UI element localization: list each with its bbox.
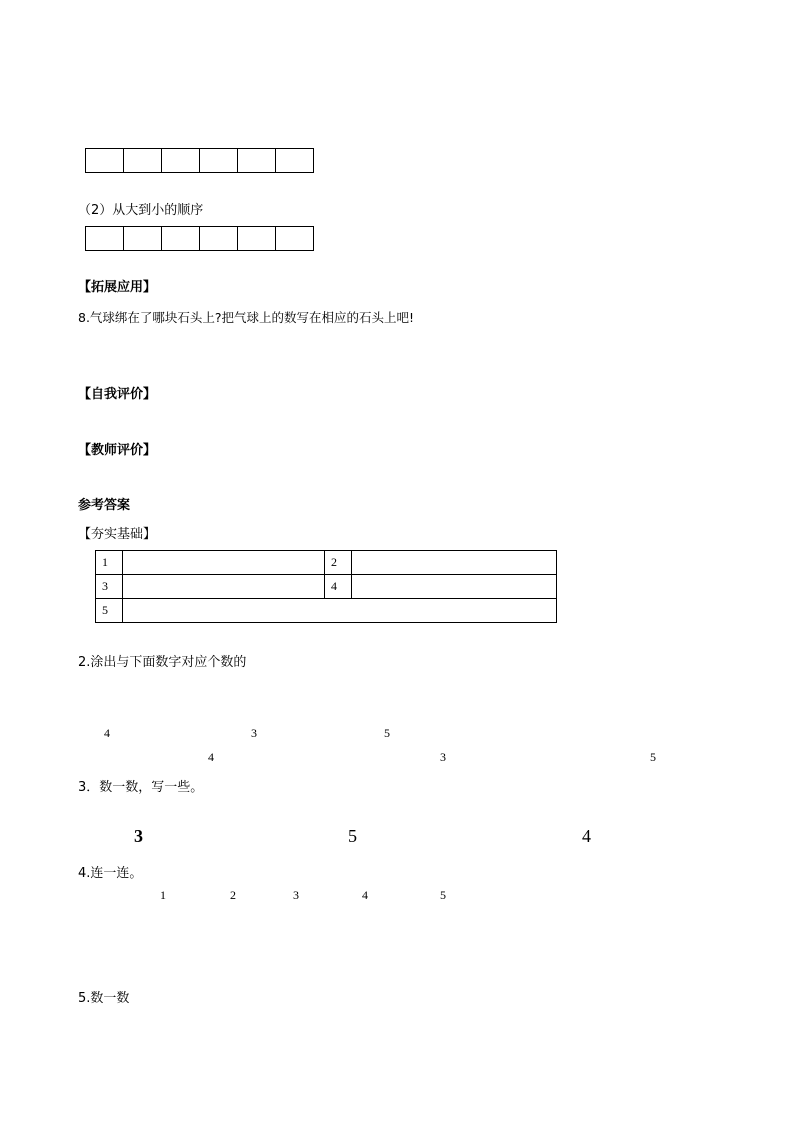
q2-number: 4 — [208, 750, 214, 764]
q2-number: 4 — [104, 726, 110, 740]
answer-boxes-row-1 — [85, 148, 314, 173]
table-cell[interactable] — [123, 575, 325, 599]
q4-number: 1 — [160, 888, 166, 902]
section-teacher-eval-heading: 【教师评价】 — [78, 443, 157, 458]
answer-box[interactable] — [162, 226, 200, 251]
q4-number: 2 — [230, 888, 236, 902]
section-self-eval-heading: 【自我评价】 — [78, 387, 157, 402]
table-row — [96, 551, 557, 575]
answer-table — [95, 550, 557, 623]
answers-heading: 参考答案 — [78, 498, 131, 513]
question-8: 8.气球绑在了哪块石头上?把气球上的数写在相应的石头上吧! — [78, 310, 415, 325]
q4-number: 5 — [440, 888, 446, 902]
q3-number: 4 — [582, 826, 591, 846]
answer-box[interactable] — [276, 148, 314, 173]
answer-box[interactable] — [162, 148, 200, 173]
q2-number: 5 — [384, 726, 390, 740]
question-5: 5.数一数 — [78, 991, 130, 1006]
table-cell[interactable] — [352, 575, 557, 599]
answer-box[interactable] — [86, 226, 124, 251]
table-cell: 5 — [96, 599, 123, 623]
answer-boxes-row-2 — [85, 226, 314, 251]
table-row — [96, 599, 557, 623]
answer-box[interactable] — [238, 148, 276, 173]
q3-number: 3 — [134, 826, 143, 846]
table-cell: 2 — [325, 551, 352, 575]
answer-box[interactable] — [124, 226, 162, 251]
table-cell: 1 — [96, 551, 123, 575]
q4-number: 3 — [293, 888, 299, 902]
answer-box[interactable] — [200, 148, 238, 173]
answer-box[interactable] — [276, 226, 314, 251]
q3-number: 5 — [348, 826, 357, 846]
q4-number: 4 — [362, 888, 368, 902]
answer-box[interactable] — [86, 148, 124, 173]
section-basics-heading: 【夯实基础】 — [78, 527, 157, 542]
order-large-to-small-label: （2）从大到小的顺序 — [78, 203, 204, 218]
answer-box[interactable] — [200, 226, 238, 251]
q2-number: 5 — [650, 750, 656, 764]
table-cell: 4 — [325, 575, 352, 599]
section-extend-heading: 【拓展应用】 — [78, 280, 157, 295]
table-row — [96, 575, 557, 599]
answer-box[interactable] — [238, 226, 276, 251]
table-cell[interactable] — [352, 551, 557, 575]
table-cell[interactable] — [123, 599, 557, 623]
question-2: 2.涂出与下面数字对应个数的 — [78, 655, 247, 670]
q2-number: 3 — [440, 750, 446, 764]
table-cell[interactable] — [123, 551, 325, 575]
answer-box[interactable] — [124, 148, 162, 173]
q2-number: 3 — [251, 726, 257, 740]
question-4: 4.连一连。 — [78, 866, 143, 881]
table-cell: 3 — [96, 575, 123, 599]
question-3: 3．数一数，写一些。 — [78, 780, 204, 795]
